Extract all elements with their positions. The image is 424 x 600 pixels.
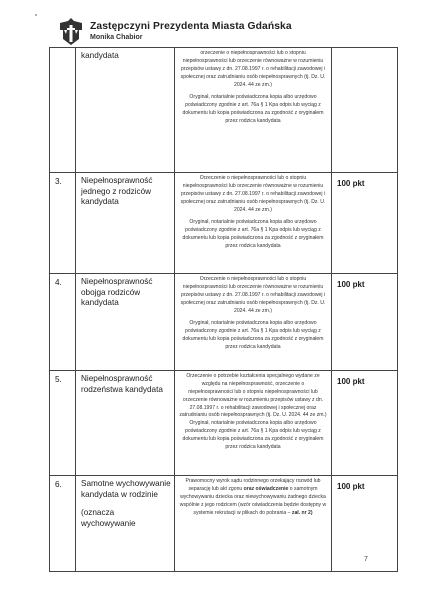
row-number [50,48,76,173]
required-documents [175,476,332,572]
letterhead-title: Zastępczyni Prezydenta Miasta Gdańska [90,21,292,32]
document-description: Orzeczenie o niepełnosprawności lub o stopniu niepełnosprawności lub orzeczenie równoważne w rozumieniu przepisów ustawy z dn. 27.08.1997 r. o rehabilitacji zawodowej i społecznej oraz zatrudnianiu osób niepełnosprawnych (tj. Dz. U. 2024. 44 ze zm.) [180,175,326,213]
criterion-name: Niepełnosprawność rodzeństwa kandydata [76,371,175,476]
attachment-reference: zał. nr 2 [291,509,311,516]
required-documents [175,173,332,274]
criterion-name: Niepełnosprawność obojga rodziców kandydata [76,274,175,371]
table-row [50,274,398,371]
criterion-name-note: (oznacza wychowywanie [81,508,136,528]
row-number: 4. [50,274,76,371]
points-value: 100 pkt [332,173,398,274]
doc-emphasis: oraz oświadczenie [243,485,289,492]
table-row [50,476,398,572]
required-documents [175,371,332,476]
table-row [50,48,398,173]
required-documents [175,48,332,173]
criterion-name-text: Samotne wychowywanie kandydata w rodzinie [81,479,171,499]
letterhead-subtitle: Monika Chabior [90,34,143,41]
criterion-name [76,476,175,572]
row-number: 3. [50,173,76,274]
scan-speck [35,14,37,16]
points-value: 100 pkt [332,476,398,572]
doc-text: ) [310,509,313,516]
criteria-table [49,47,398,572]
letterhead-text [90,21,292,41]
document-form: Oryginał, notarialnie poświadczona kopia albo urzędowo poświadczony zgodnie z art. 76a § 1 Kpa odpis lub wyciąg z dokumentu lub kopia poświadczona za zgodność z oryginałem przez rodzica kandydata [182,320,324,351]
document-form: Oryginał, notarialnie poświadczona kopia albo urzędowo poświadczony zgodnie z art. 76a § 1 Kpa odpis lub wyciąg z dokumentu lub kopia poświadczona za zgodność z oryginałem przez rodzica kandydata [182,219,324,250]
document-form: Oryginał, notarialnie poświadczona kopia albo urzędowo poświadczony zgodnie z art. 76a § 1 Kpa odpis lub wyciąg z dokumentu lub kopia poświadczona za zgodność z oryginałem przez rodzica kandydata [182,94,324,125]
points-value: 100 pkt [332,371,398,476]
points-value [332,48,398,173]
document-description: Orzeczenie o niepełnosprawności lub o stopniu niepełnosprawności lub orzeczenie równoważne w rozumieniu przepisów ustawy z dn. 27.08.1997 r. o rehabilitacji zawodowej i społecznej oraz zatrudnianiu osób niepełnosprawnych (tj. Dz. U. 2024. 44 ze zm.) [180,276,326,314]
document-description: Orzeczenie o potrzebie kształcenia specjalnego wydane ze względu na niepełnosprawność, orzeczenie o niepełnosprawności lub o stopniu niepełnosprawności lub orzeczenie równoważne w rozumieniu przepisów ustawy z dn. 27.08.1997 r. o rehabilitacji zawodowej i społecznej oraz zatrudnianiu osób niepełnosprawnych (tj. Dz. U. 2024. 44 ze zm.) Oryginał, notarialnie poświadczona kopia albo urzędowo poświadczony zgodnie z art. 76a § 1 Kpa odpis lub wyciąg z dokumentu lub kopia poświadczona za zgodność z oryginałem przez rodzica kandydata [179,373,327,451]
row-number: 5. [50,371,76,476]
document-description [179,478,327,517]
gdansk-coat-of-arms-icon [58,18,84,46]
table-row [50,371,398,476]
page-number: 7 [364,556,368,563]
points-value: 100 pkt [332,274,398,371]
doc-text: Prawomocny wyrok sądu rodzinnego orzekający rozwód lub separację lub akt zgonu [185,478,321,492]
row-number: 6. [50,476,76,572]
doc-text: o samotnym wychowywaniu dziecka oraz niewychowywaniu żadnego dziecka wspólnie z jego rodzicem (wzór oświadczenia będzie dostępny w systemie rekrutacji w plikach do pobrania – [179,485,327,516]
criterion-name: Niepełnosprawność jednego z rodziców kandydata [76,173,175,274]
document-description: orzeczenie o niepełnosprawności lub o stopniu niepełnosprawności lub orzeczenie równoważne w rozumieniu przepisów ustawy z dn. 27.08.1997 r. o rehabilitacji zawodowej i społecznej oraz zatrudnianiu osób niepełnosprawnych (tj. Dz. U. 2024. 44 ze zm.) [180,50,326,88]
criterion-name: kandydata [76,48,175,173]
table-row [50,173,398,274]
required-documents [175,274,332,371]
